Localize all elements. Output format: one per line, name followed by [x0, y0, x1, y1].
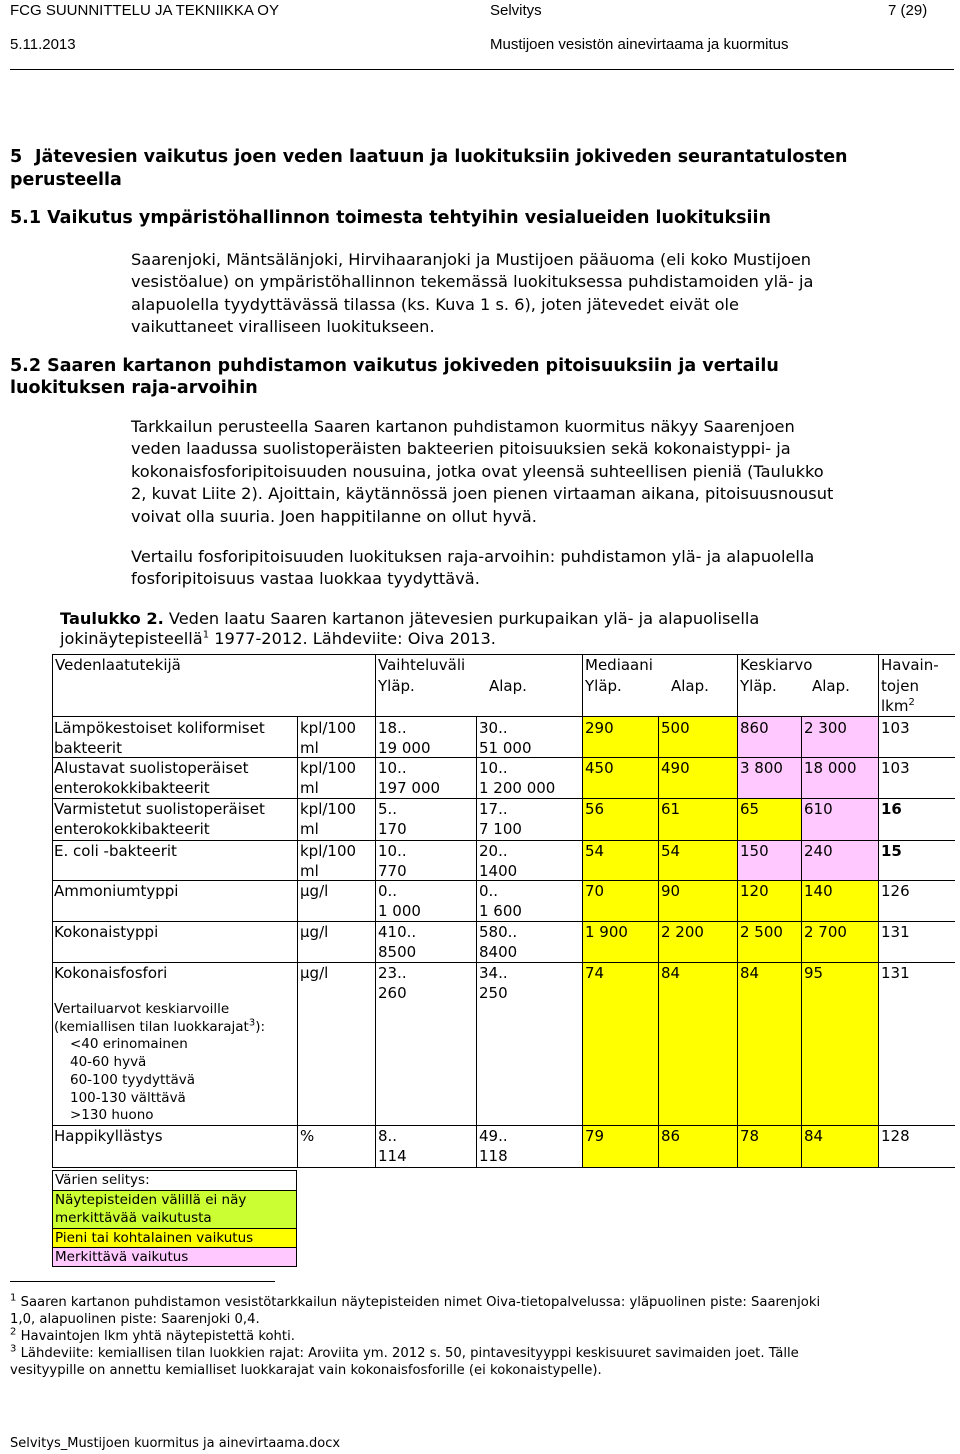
col-border: [476, 716, 477, 1167]
row-parameter-line2: enterokokkibakteerit: [54, 779, 210, 797]
header-down: Alap.: [671, 677, 709, 695]
row-unit: µg/l: [300, 923, 329, 941]
mean-up: 3 800: [740, 759, 783, 777]
header-down: Alap.: [812, 677, 850, 695]
row-parameter-line2: bakteerit: [54, 739, 122, 757]
range-down-max: 1 200 000: [479, 779, 556, 797]
row-border-left: [52, 1167, 582, 1168]
median-up: 450: [585, 759, 614, 777]
range-up-max: 19 000: [378, 739, 431, 757]
mean-up: 150: [740, 842, 769, 860]
row-parameter: Ammoniumtyppi: [54, 882, 179, 900]
legend-pink: Merkittävä vaikutus: [52, 1247, 297, 1267]
col-border: [801, 716, 802, 1167]
header-up: Yläp.: [585, 677, 622, 695]
mean-down: 95: [804, 964, 824, 982]
row-parameter-line2: enterokokkibakteerit: [54, 820, 210, 838]
mean-up: 84: [740, 964, 760, 982]
mean-down: 240: [804, 842, 833, 860]
footnote-3: $^3$ Lähdeviite: kemiallisen tilan luokkien rajat: Aroviita ym. 2012 s. 50, pintavesityyppi keskisuuret savimaiden joet. Tälle vesityypille on annettu kemialliset luokkarajat vain kokonaisfosforille (ei kokonaistypelle).: [10, 1343, 799, 1378]
header-divider: [10, 69, 954, 70]
row-unit-line2: ml: [300, 779, 319, 797]
range-up-max: 170: [378, 820, 407, 838]
mean-down: 2 700: [804, 923, 847, 941]
median-down: 61: [661, 800, 681, 818]
header-doc-type: Selvitys: [490, 2, 542, 19]
range-up-max: 114: [378, 1147, 407, 1165]
count: 126: [881, 882, 910, 900]
header-count-2: tojen: [881, 677, 919, 695]
row-unit-line2: ml: [300, 820, 319, 838]
header-up: Yläp.: [740, 677, 777, 695]
count: 128: [881, 1127, 910, 1145]
range-down-min: 0..: [479, 882, 499, 900]
col-border: [658, 716, 659, 1167]
median-up: 290: [585, 719, 614, 737]
header-count-3: lkm$^2$: [881, 697, 915, 715]
header-down: Alap.: [489, 677, 527, 695]
range-up-min: 10..: [378, 842, 407, 860]
header-company: FCG SUUNNITTELU JA TEKNIIKKA OY: [10, 2, 279, 19]
row-unit: µg/l: [300, 964, 329, 982]
table-caption: Taulukko 2. Veden laatu Saaren kartanon jätevesien purkupaikan ylä- ja alapuolisella jokinäytepisteellä$^1$ 1977-2012. Lähdeviite: Oiva 2013.: [60, 609, 760, 648]
median-down: 54: [661, 842, 681, 860]
row-parameter: Alustavat suolistoperäiset: [54, 759, 249, 777]
median-up: 56: [585, 800, 605, 818]
cell-fill: [658, 962, 737, 1125]
median-up: 1 900: [585, 923, 628, 941]
footer-filename: Selvitys_Mustijoen kuormitus ja ainevirtaama.docx: [10, 1436, 341, 1451]
col-border: [297, 716, 298, 1167]
range-down-min: 30..: [479, 719, 508, 737]
footnote-1: $^1$ Saaren kartanon puhdistamon vesistötarkkailun näytepisteiden nimet Oiva-tietopalvelussa: yläpuolinen piste: Saarenjoki 1,0, alapuolinen piste: Saarenjoki 0,4.: [10, 1292, 821, 1327]
row-parameter: E. coli -bakteerit: [54, 842, 177, 860]
count: 103: [881, 759, 910, 777]
cell-fill: [737, 962, 801, 1125]
median-up: 54: [585, 842, 605, 860]
median-up: 79: [585, 1127, 605, 1145]
section-5-1-text: Saarenjoki, Mäntsälänjoki, Hirvihaaranjoki ja Mustijoen pääuoma (eli koko Mustijoen vesistöalue) on ympäristöhallinnon tekemässä luokituksessa puhdistamoiden ylä- ja alapuolella tyydyttävässä tilassa (ks. Kuva 1 s. 6), joten jätevedet eivät ole vaikuttaneet viralliseen luokitukseen.: [131, 250, 814, 337]
row-unit: µg/l: [300, 882, 329, 900]
reference-values: Vertailuarvot keskiarvoille (kemiallisen tilan luokkarajat$^3$): <40 erinomainen 40-60 hyvä 60-100 tyydyttävä 100-130 välttävä >130 huono: [54, 1001, 266, 1124]
median-down: 490: [661, 759, 690, 777]
header-up: Yläp.: [378, 677, 415, 695]
cell-fill: [801, 962, 878, 1125]
range-down-max: 7 100: [479, 820, 522, 838]
range-down-min: 10..: [479, 759, 508, 777]
range-up-min: 8..: [378, 1127, 398, 1145]
median-up: 70: [585, 882, 605, 900]
header-mean: Keskiarvo: [740, 656, 813, 674]
legend-title: Värien selitys:: [52, 1170, 297, 1190]
header-count-1: Havain-: [881, 656, 939, 674]
mean-up: 65: [740, 800, 760, 818]
section-5-2-paragraph-1: Tarkkailun perusteella Saaren kartanon puhdistamon kuormitus näkyy Saarenjoen veden laadussa suolistoperäisten bakteerien pitoisuuksien sekä kokonaistyppi- ja kokonaisfosforipitoisuuden nousuina, jotka ovat yleensä suhteellisen pieniä (Taulukko 2, kuvat Liite 2). Ajoittain, käytännössä joen pienen virtaaman aikana, pitoisuusnousut voivat olla suuria. Joen happitilanne on ollut hyvä.: [131, 417, 834, 526]
range-down-min: 49..: [479, 1127, 508, 1145]
mean-down: 84: [804, 1127, 824, 1145]
range-down-max: 118: [479, 1147, 508, 1165]
median-down: 500: [661, 719, 690, 737]
count: 131: [881, 964, 910, 982]
range-up-max: 770: [378, 862, 407, 880]
mean-up: 120: [740, 882, 769, 900]
mean-down: 610: [804, 800, 833, 818]
row-unit: kpl/100: [300, 800, 357, 818]
range-down-max: 1400: [479, 862, 518, 880]
range-down-max: 51 000: [479, 739, 532, 757]
range-down-min: 17..: [479, 800, 508, 818]
footnote-2: $^2$ Havaintojen lkm yhtä näytepistettä kohti.: [10, 1326, 295, 1344]
range-down-min: 580..: [479, 923, 518, 941]
range-up-min: 10..: [378, 759, 407, 777]
footnote-divider: [10, 1281, 275, 1282]
legend-yellow: Pieni tai kohtalainen vaikutus: [52, 1228, 297, 1247]
row-unit-line2: ml: [300, 862, 319, 880]
range-down-max: 1 600: [479, 902, 522, 920]
range-up-min: 5..: [378, 800, 398, 818]
table-top-border: [52, 654, 955, 655]
row-unit: kpl/100: [300, 759, 357, 777]
col-border: [878, 654, 879, 1167]
row-unit: %: [300, 1127, 315, 1145]
col-border: [582, 654, 583, 1167]
mean-up: 860: [740, 719, 769, 737]
count: 131: [881, 923, 910, 941]
row-parameter: Happikyllästys: [54, 1127, 163, 1145]
mean-down: 140: [804, 882, 833, 900]
row-unit-line2: ml: [300, 739, 319, 757]
header-title: Mustijoen vesistön ainevirtaama ja kuormitus: [490, 36, 789, 53]
range-down-min: 20..: [479, 842, 508, 860]
median-down: 84: [661, 964, 681, 982]
range-up-max: 197 000: [378, 779, 441, 797]
mean-down: 18 000: [804, 759, 857, 777]
header-parameter: Vedenlaatutekijä: [55, 656, 181, 674]
mean-up: 2 500: [740, 923, 783, 941]
row-unit: kpl/100: [300, 719, 357, 737]
range-down-min: 34..: [479, 964, 508, 982]
section-5-2-paragraph-2: Vertailu fosforipitoisuuden luokituksen raja-arvoihin: puhdistamon ylä- ja alapuolella fosforipitoisuus vastaa luokkaa tyydyttävä.: [131, 547, 815, 589]
section-5-heading: 5 Jätevesien vaikutus joen veden laatuun ja luokituksiin jokiveden seurantatulosten perusteella: [10, 147, 848, 190]
row-parameter: Lämpökestoiset koliformiset: [54, 719, 265, 737]
section-5-2-heading: 5.2 Saaren kartanon puhdistamon vaikutus jokiveden pitoisuuksiin ja vertailu luokituksen raja-arvoihin: [10, 356, 779, 398]
count: 15: [881, 842, 902, 860]
row-parameter: Varmistetut suolistoperäiset: [54, 800, 265, 818]
section-5-1-heading: 5.1 Vaikutus ympäristöhallinnon toimesta tehtyihin vesialueiden luokituksiin: [10, 208, 771, 228]
count: 103: [881, 719, 910, 737]
range-up-max: 1 000: [378, 902, 421, 920]
header-page: 7 (29): [888, 2, 928, 19]
col-border: [737, 654, 738, 1167]
median-down: 90: [661, 882, 681, 900]
cell-fill: [582, 962, 658, 1125]
mean-down: 2 300: [804, 719, 847, 737]
median-down: 2 200: [661, 923, 704, 941]
row-parameter: Kokonaisfosfori: [54, 964, 168, 982]
row-unit: kpl/100: [300, 842, 357, 860]
row-parameter: Kokonaistyppi: [54, 923, 159, 941]
median-up: 74: [585, 964, 605, 982]
header-date: 5.11.2013: [10, 36, 76, 53]
col-border: [375, 654, 376, 1167]
range-up-min: 23..: [378, 964, 407, 982]
range-down-max: 8400: [479, 943, 518, 961]
range-up-min: 18..: [378, 719, 407, 737]
col-border: [52, 654, 53, 1167]
mean-up: 78: [740, 1127, 760, 1145]
header-bottom-border: [52, 716, 955, 717]
median-down: 86: [661, 1127, 681, 1145]
legend-green: Näytepisteiden välillä ei näy merkittävää vaikutusta: [52, 1190, 297, 1228]
range-up-max: 260: [378, 984, 407, 1002]
header-median: Mediaani: [585, 656, 653, 674]
count: 16: [881, 800, 902, 818]
row-border-right: [582, 1167, 955, 1168]
range-up-max: 8500: [378, 943, 417, 961]
range-up-min: 0..: [378, 882, 398, 900]
range-down-max: 250: [479, 984, 508, 1002]
header-range: Vaihteluväli: [378, 656, 466, 674]
range-up-min: 410..: [378, 923, 417, 941]
